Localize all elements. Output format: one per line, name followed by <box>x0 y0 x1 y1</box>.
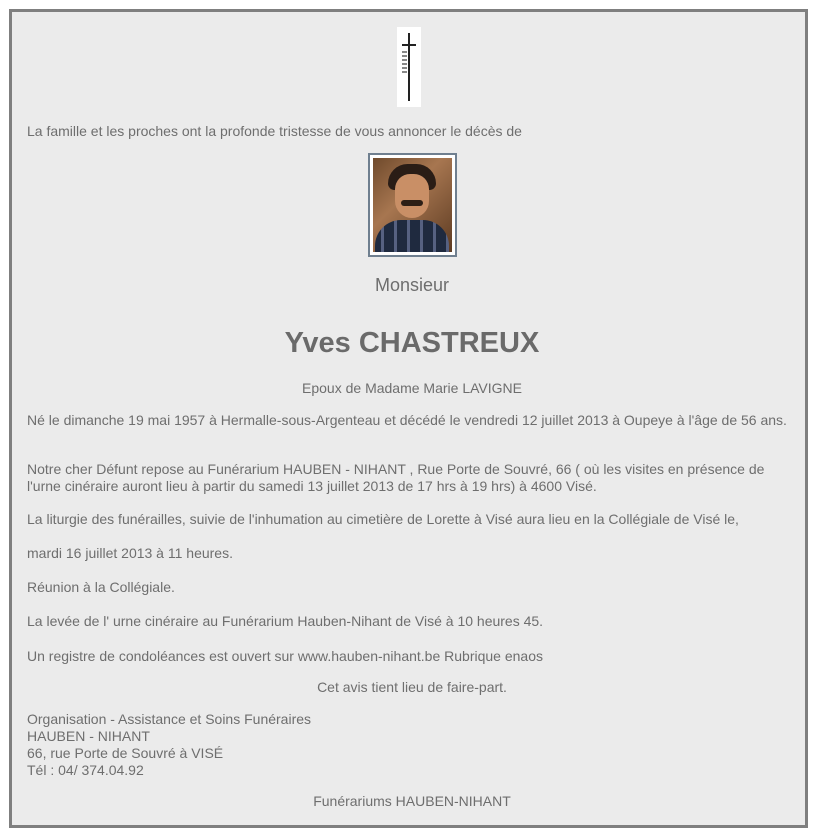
org-line-1: Organisation - Assistance et Soins Funéraires <box>27 711 312 727</box>
deceased-photo <box>368 153 457 257</box>
liturgy-date: mardi 16 juillet 2013 à 11 heures. <box>27 545 233 561</box>
condolences-text: Un registre de condoléances est ouvert sur www.hauben-nihant.be Rubrique enaos <box>27 648 543 664</box>
footer-text: Funérariums HAUBEN-NIHANT <box>313 793 511 809</box>
repose-text: Notre cher Défunt repose au Funérarium HAUBEN - NIHANT , Rue Porte de Souvré, 66 ( où les visites en présence de l'urne cinéraire auront lieu à partir du samedi 13 juillet 2013 de 17 hrs à 19 hrs) à 4600 Visé. <box>27 461 765 494</box>
org-line-2: HAUBEN - NIHANT <box>27 728 150 744</box>
organisation-block <box>27 711 797 779</box>
obituary-card <box>9 9 808 828</box>
spouse-line: Epoux de Madame Marie LAVIGNE <box>302 380 522 396</box>
cross-icon <box>397 27 421 107</box>
urn-text: La levée de l' urne cinéraire au Funérarium Hauben-Nihant de Visé à 10 heures 45. <box>27 613 544 629</box>
reunion-text: Réunion à la Collégiale. <box>27 579 175 595</box>
org-line-3: 66, rue Porte de Souvré à VISÉ <box>27 745 224 761</box>
birth-death-text: Né le dimanche 19 mai 1957 à Hermalle-sous-Argenteau et décédé le vendredi 12 juillet 2013 à Oupeye à l'âge de 56 ans. <box>27 412 787 428</box>
liturgy-text: La liturgie des funérailles, suivie de l'inhumation au cimetière de Lorette à Visé aura lieu en la Collégiale de Visé le, <box>27 511 739 527</box>
notice-text: Cet avis tient lieu de faire-part. <box>317 679 507 695</box>
org-line-4: Tél : 04/ 374.04.92 <box>27 762 144 778</box>
deceased-name: Yves CHASTREUX <box>284 327 540 359</box>
intro-text: La famille et les proches ont la profonde tristesse de vous annoncer le décès de <box>27 123 522 139</box>
honorific: Monsieur <box>374 275 450 295</box>
